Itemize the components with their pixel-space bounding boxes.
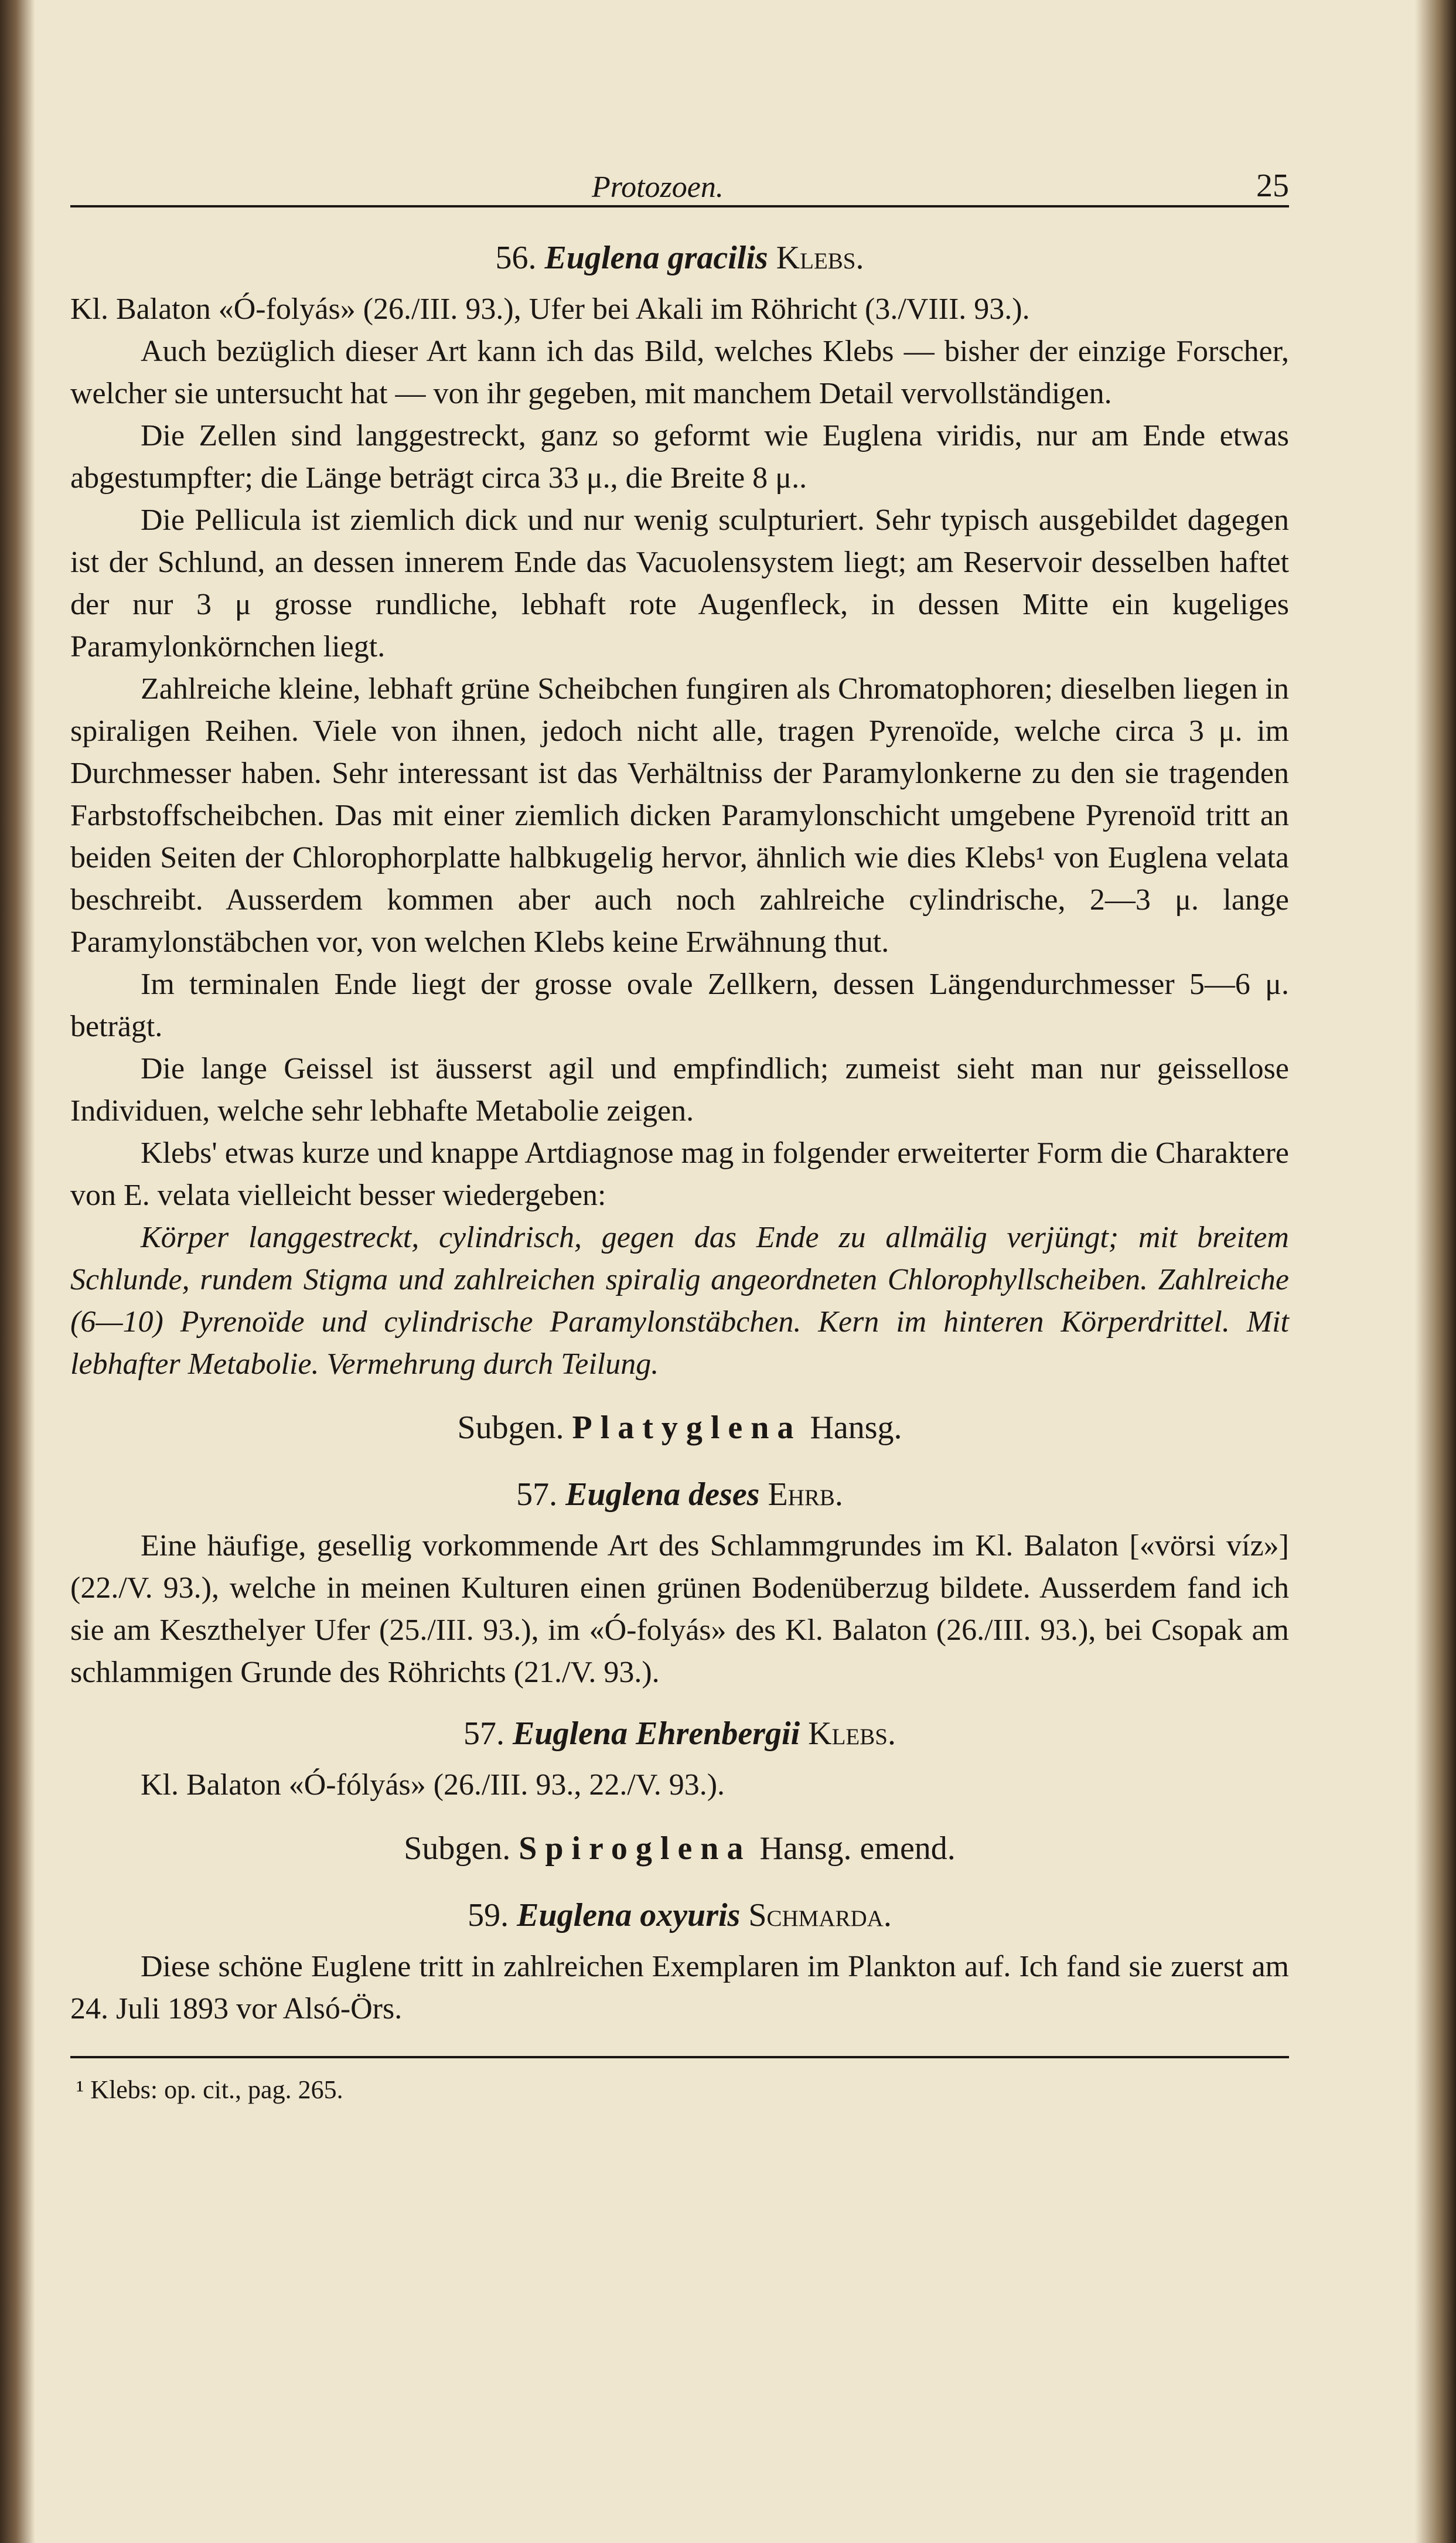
species-heading-deses: 57. Euglena deses Ehrb. xyxy=(516,1476,843,1513)
paragraph: Klebs' etwas kurze und knappe Artdiagnose mag in folgender erweiterter Form die Charaktere von E. velata vielleicht besser wiedergeben: xyxy=(70,1136,1289,1212)
page-edge-left xyxy=(0,0,35,2543)
species-diagnosis: Körper langgestreckt, cylindrisch, gegen das Ende zu allmälig verjüngt; mit breitem Schlunde, rundem Stigma und zahlreichen spiralig angeordneten Chlorophyllscheiben. Zahlreiche (6—10) Pyrenoïde und cylindrische Paramylonstäbchen. Kern im hinteren Körperdrittel. Mit lebhafter Metabolie. Vermehrung durch Teilung. xyxy=(70,1221,1289,1381)
species-heading-oxyuris: 59. Euglena oxyuris Schmarda. xyxy=(468,1897,892,1933)
paragraph: Diese schöne Euglene tritt in zahlreichen Exemplaren im Plankton auf. Ich fand sie zuerst am 24. Juli 1893 vor Alsó-Örs. xyxy=(70,1950,1289,2025)
paragraph: Die lange Geissel ist äusserst agil und empfindlich; zumeist sieht man nur geissellose Individuen, welche sehr lebhafte Metabolie zeigen. xyxy=(70,1052,1289,1128)
paragraph: Im terminalen Ende liegt der grosse ovale Zellkern, dessen Längendurchmesser 5—6 μ. beträgt. xyxy=(70,968,1289,1043)
footnote: ¹ Klebs: op. cit., pag. 265. xyxy=(76,2075,343,2104)
page-number: 25 xyxy=(1256,168,1289,204)
paragraph: Die Zellen sind langgestreckt, ganz so geformt wie Euglena viridis, nur am Ende etwas abgestumpfter; die Länge beträgt circa 33 μ., die Breite 8 μ.. xyxy=(70,419,1289,495)
book-page xyxy=(70,141,1289,2108)
paragraph-locality: Kl. Balaton «Ó-folyás» (26./III. 93.), Ufer bei Akali im Röhricht (3./VIII. 93.). xyxy=(70,292,1030,326)
paragraph: Die Pellicula ist ziemlich dick und nur wenig sculpturiert. Sehr typisch ausgebildet dagegen ist der Schlund, an dessen innerem Ende das Vacuolensystem liegt; am Reservoir desselben haftet der nur 3 μ grosse rundliche, lebhaft rote Augenfleck, in dessen Mitte ein kugeliges Paramylonkörnchen liegt. xyxy=(70,503,1289,663)
species-heading-56: 56. Euglena gracilis Klebs. xyxy=(495,240,864,276)
paragraph: Eine häufige, gesellig vorkommende Art des Schlammgrundes im Kl. Balaton [«vörsi víz»] (22./V. 93.), welche in meinen Kulturen einen grünen Bodenüberzug bildete. Ausserdem fand ich sie am Keszthelyer Ufer (25./III. 93.), im «Ó-folyás» des Kl. Balaton (26./III. 93.), bei Csopak am schlammigen Grunde des Röhrichts (21./V. 93.). xyxy=(70,1529,1289,1689)
paragraph: Kl. Balaton «Ó-fólyás» (26./III. 93., 22./V. 93.). xyxy=(141,1768,725,1802)
species-heading-ehrenbergii: 57. Euglena Ehrenbergii Klebs. xyxy=(463,1715,896,1752)
subgenus-heading-spiroglena: Subgen. Spiroglena Hansg. emend. xyxy=(404,1830,956,1867)
page-edge-right xyxy=(1415,0,1456,2543)
paragraph: Auch bezüglich dieser Art kann ich das Bild, welches Klebs — bisher der einzige Forscher, welcher sie untersucht hat — von ihr gegeben, mit manchem Detail vervollständigen. xyxy=(70,335,1289,410)
header-rule xyxy=(70,205,1289,207)
running-head xyxy=(70,141,1289,205)
subgenus-heading-platyglena: Subgen. Platyglena Hansg. xyxy=(457,1410,902,1446)
footnote-rule xyxy=(70,2056,1289,2058)
running-title: Protozoen. xyxy=(592,171,724,204)
paragraph: Zahlreiche kleine, lebhaft grüne Scheibchen fungiren als Chromatophoren; dieselben liegen in spiraligen Reihen. Viele von ihnen, jedoch nicht alle, tragen Pyrenoïde, welche circa 3 μ. im Durchmesser haben. Sehr interessant ist das Verhältniss der Paramylonkerne zu den sie tragenden Farbstoffscheibchen. Das mit einer ziemlich dicken Paramylonschicht umgebene Pyrenoïd tritt an beiden Seiten der Chlorophorplatte halbkugelig hervor, ähnlich wie dies Klebs¹ von Euglena velata beschreibt. Ausserdem kommen aber auch noch zahlreiche cylindrische, 2—3 μ. lange Paramylonstäbchen vor, von welchen Klebs keine Erwähnung thut. xyxy=(70,672,1289,959)
